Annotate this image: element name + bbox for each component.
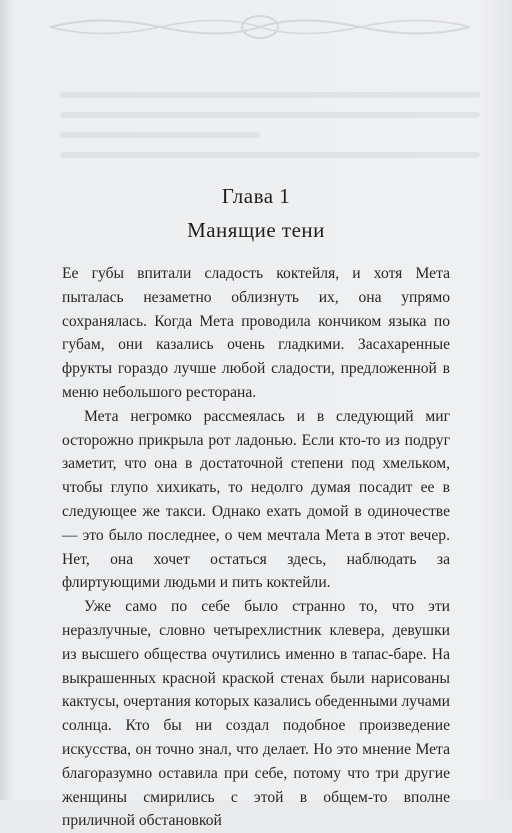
header-ornament-bleed-through bbox=[40, 12, 480, 42]
bleed-through-line bbox=[60, 92, 480, 98]
chapter-body bbox=[62, 262, 450, 833]
paragraph-2: Мета негромко рассмеялась и в следующий миг осторожно прикрыла рот ладонью. Если кто-то из подруг заметит, что она в достаточной степени под хмельком, чтобы глупо хихикать, то недолго думая посадит ее в следующее же такси. Однако ехать домой в одиночестве — это было последнее, о чем мечтала Мета в этот вечер. Нет, она хочет остаться здесь, наблюдать за флиртующими людьми и пить коктейли. bbox=[62, 407, 450, 592]
chapter-subtitle: Манящие тени bbox=[187, 218, 325, 242]
paragraph-3: Уже само по себе было странно то, что эти неразлучные, словно четырехлистник клевера, девушки из высшего общества очутились именно в тапас-баре. На выкрашенных красной краской стенах были нарисованы кактусы, очертания которых казались обеденными лучами солнца. Кто бы ни создал подобное произведение искусства, он точно знал, что делает. Но это мнение Мета благоразумно оставила при себе, потому что три другие женщины смирились с этой в общем-то вполне приличной обстановкой bbox=[62, 598, 450, 830]
bleed-through-line bbox=[60, 112, 480, 118]
chapter-title: Глава 1 bbox=[221, 184, 291, 208]
paragraph-1: Ее губы впитали сладость коктейля, и хотя Мета пыталась незаметно облизнуть их, она упрямо сохранялась. Когда Мета проводила кончиком языка по губам, они казались очень гладкими. Засахаренные фрукты гораздо лучше любой сладости, предложенной в меню небольшого ресторана. bbox=[62, 265, 450, 401]
bleed-through-line bbox=[60, 152, 480, 158]
bleed-through-line bbox=[60, 132, 260, 138]
